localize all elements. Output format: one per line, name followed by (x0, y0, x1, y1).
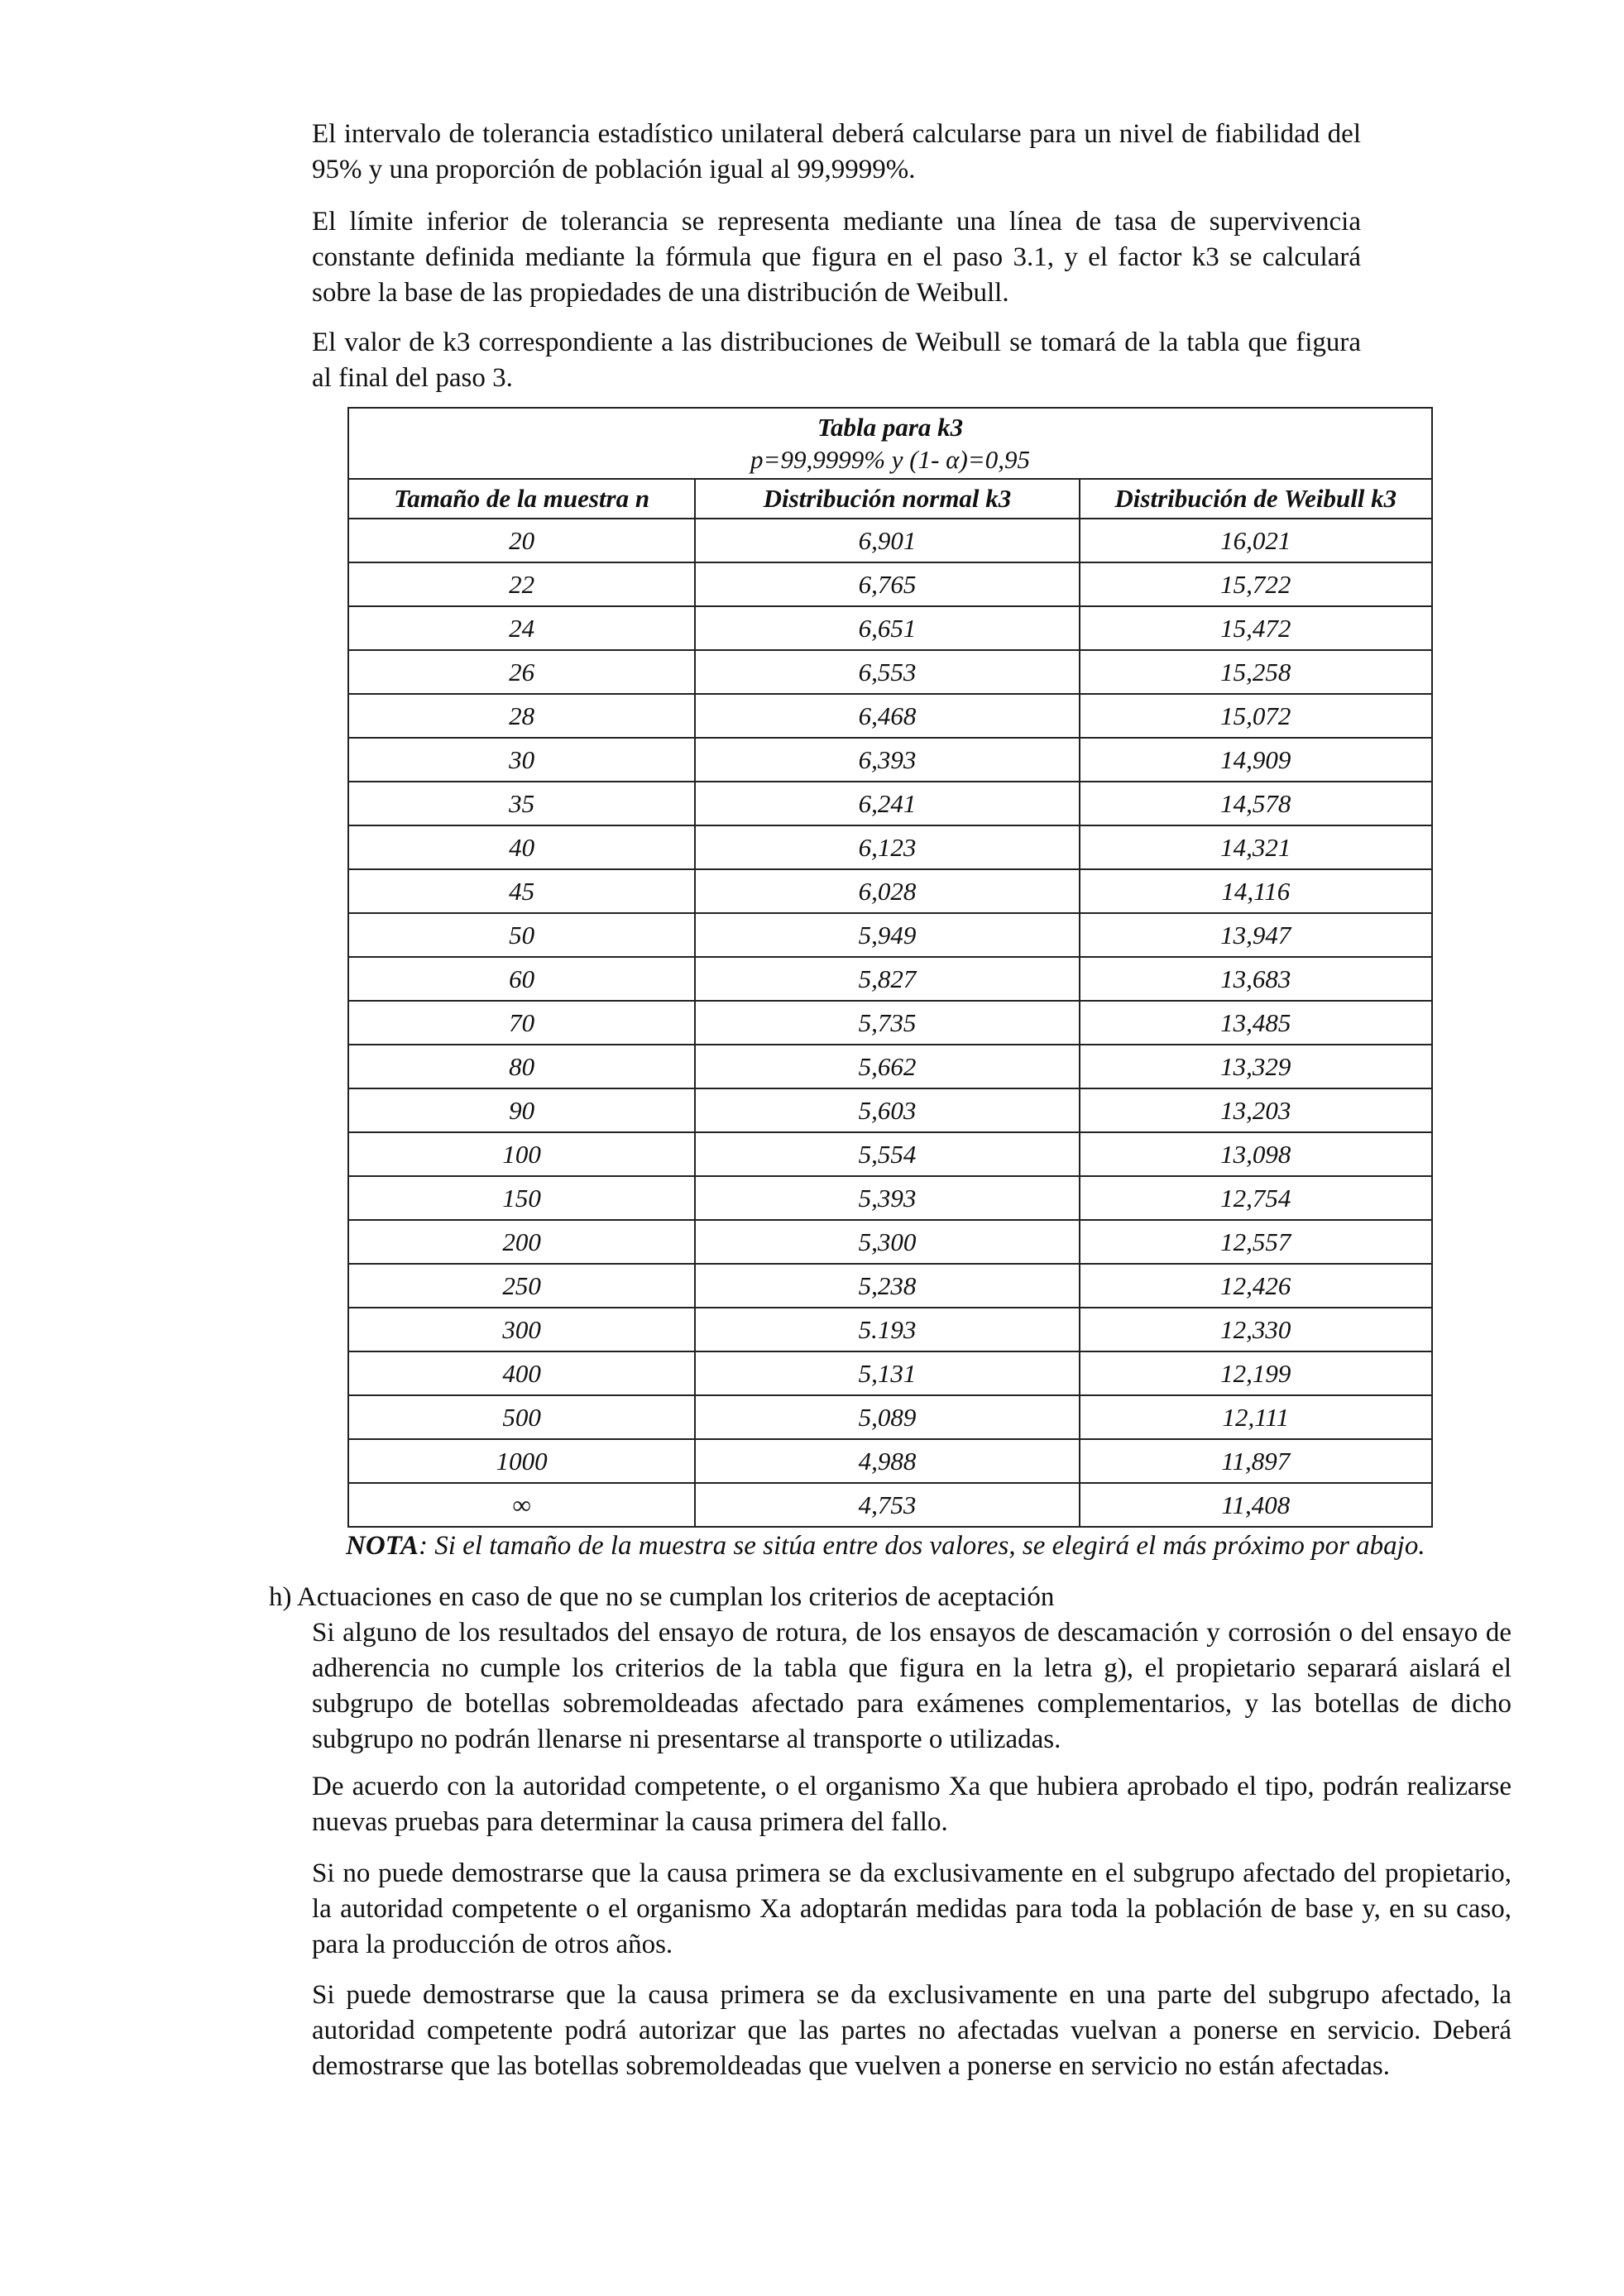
table-row (348, 650, 1432, 694)
cell-normal: 5,949 (695, 913, 1079, 957)
table-subtitle: p=99,9999% y (1- α)=0,95 (750, 445, 1030, 474)
cell-weibull: 11,897 (1080, 1439, 1432, 1483)
table-row (348, 1264, 1432, 1308)
cell-n: 200 (348, 1220, 695, 1264)
cell-normal: 5,300 (695, 1220, 1079, 1264)
cell-n: 60 (348, 957, 695, 1001)
cell-n: ∞ (348, 1483, 695, 1527)
cell-n: 50 (348, 913, 695, 957)
cell-normal: 5,554 (695, 1132, 1079, 1176)
table-row (348, 1308, 1432, 1351)
table-row (348, 1088, 1432, 1132)
cell-n: 250 (348, 1264, 695, 1308)
cell-normal: 6,028 (695, 869, 1079, 913)
table-row (348, 1176, 1432, 1220)
cell-normal: 6,651 (695, 606, 1079, 650)
cell-normal: 6,393 (695, 738, 1079, 782)
table-row (348, 606, 1432, 650)
paragraph-h-new-tests: De acuerdo con la autoridad competente, o el organismo Xa que hubiera aprobado el tipo, podrán realizarse nuevas pruebas para determinar la causa primera del fallo. (312, 1772, 1511, 1837)
cell-weibull: 12,754 (1080, 1176, 1432, 1220)
paragraph-h-population: Si no puede demostrarse que la causa primera se da exclusivamente en el subgrupo afectado del propietario, la autoridad competente o el organismo Xa adoptarán medidas para toda la población de base y, en su caso, para la producción de otros años. (312, 1858, 1511, 1959)
cell-weibull: 12,557 (1080, 1220, 1432, 1264)
cell-n: 22 (348, 562, 695, 606)
table-row (348, 1001, 1432, 1045)
cell-normal: 5,089 (695, 1395, 1079, 1439)
cell-normal: 5,827 (695, 957, 1079, 1001)
cell-n: 20 (348, 519, 695, 562)
cell-n: 80 (348, 1045, 695, 1088)
cell-n: 90 (348, 1088, 695, 1132)
cell-normal: 6,241 (695, 782, 1079, 825)
k3-table (347, 407, 1433, 1528)
cell-normal: 5,238 (695, 1264, 1079, 1308)
cell-weibull: 14,321 (1080, 825, 1432, 869)
table-row (348, 1483, 1432, 1527)
table-row (348, 1395, 1432, 1439)
cell-n: 40 (348, 825, 695, 869)
cell-normal: 4,988 (695, 1439, 1079, 1483)
cell-n: 24 (348, 606, 695, 650)
cell-n: 300 (348, 1308, 695, 1351)
cell-weibull: 15,258 (1080, 650, 1432, 694)
table-row (348, 1439, 1432, 1483)
table-row (348, 825, 1432, 869)
table-row (348, 782, 1432, 825)
cell-weibull: 15,072 (1080, 694, 1432, 738)
cell-n: 35 (348, 782, 695, 825)
note-label: NOTA (346, 1531, 419, 1561)
cell-weibull: 12,426 (1080, 1264, 1432, 1308)
cell-weibull: 13,683 (1080, 957, 1432, 1001)
section-h-heading: h) Actuaciones en caso de que no se cumplan los criterios de aceptación (269, 1582, 1055, 1612)
cell-normal: 5.193 (695, 1308, 1079, 1351)
cell-weibull: 15,472 (1080, 606, 1432, 650)
cell-weibull: 14,909 (1080, 738, 1432, 782)
cell-n: 30 (348, 738, 695, 782)
cell-n: 1000 (348, 1439, 695, 1483)
table-row (348, 519, 1432, 562)
header-weibull-k3: Distribución de Weibull k3 (1080, 479, 1432, 519)
cell-weibull: 13,485 (1080, 1001, 1432, 1045)
paragraph-tolerance-interval: El intervalo de tolerancia estadístico unilateral deberá calcularse para un nivel de fiabilidad del 95% y una proporción de población igual al 99,9999%. (312, 119, 1361, 184)
cell-normal: 5,735 (695, 1001, 1079, 1045)
table-note (346, 1528, 1425, 1564)
cell-n: 28 (348, 694, 695, 738)
cell-normal: 5,662 (695, 1045, 1079, 1088)
cell-n: 100 (348, 1132, 695, 1176)
cell-weibull: 14,578 (1080, 782, 1432, 825)
cell-normal: 5,393 (695, 1176, 1079, 1220)
table-row (348, 957, 1432, 1001)
cell-weibull: 12,330 (1080, 1308, 1432, 1351)
cell-weibull: 13,947 (1080, 913, 1432, 957)
cell-normal: 5,131 (695, 1351, 1079, 1395)
note-text: : Si el tamaño de la muestra se sitúa entre dos valores, se elegirá el más próximo por abajo. (419, 1531, 1425, 1561)
table-row (348, 1220, 1432, 1264)
table-row (348, 1132, 1432, 1176)
table-row (348, 738, 1432, 782)
paragraph-h-partial: Si puede demostrarse que la causa primera se da exclusivamente en una parte del subgrupo afectado, la autoridad competente podrá autorizar que las partes no afectadas vuelvan a ponerse en servicio. Deberá demostrarse que las botellas sobremoldeadas que vuelven a ponerse en servicio no están afectadas. (312, 1980, 1511, 2081)
cell-weibull: 15,722 (1080, 562, 1432, 606)
cell-n: 26 (348, 650, 695, 694)
cell-normal: 4,753 (695, 1483, 1079, 1527)
cell-weibull: 14,116 (1080, 869, 1432, 913)
cell-n: 45 (348, 869, 695, 913)
cell-weibull: 13,203 (1080, 1088, 1432, 1132)
cell-normal: 5,603 (695, 1088, 1079, 1132)
table-row (348, 694, 1432, 738)
cell-n: 70 (348, 1001, 695, 1045)
table-row (348, 1351, 1432, 1395)
table-row (348, 562, 1432, 606)
cell-n: 500 (348, 1395, 695, 1439)
cell-weibull: 13,329 (1080, 1045, 1432, 1088)
cell-weibull: 11,408 (1080, 1483, 1432, 1527)
table-title: Tabla para k3 (817, 413, 964, 442)
paragraph-lower-limit: El límite inferior de tolerancia se representa mediante una línea de tasa de supervivencia constante definida mediante la fórmula que figura en el paso 3.1, y el factor k3 se calculará sobre la base de las propiedades de una distribución de Weibull. (312, 207, 1361, 308)
cell-normal: 6,468 (695, 694, 1079, 738)
cell-weibull: 12,111 (1080, 1395, 1432, 1439)
paragraph-k3-value: El valor de k3 correspondiente a las distribuciones de Weibull se tomará de la tabla que figura al final del paso 3. (312, 328, 1361, 393)
cell-weibull: 16,021 (1080, 519, 1432, 562)
cell-normal: 6,553 (695, 650, 1079, 694)
cell-normal: 6,765 (695, 562, 1079, 606)
table-row (348, 1045, 1432, 1088)
paragraph-h-results: Si alguno de los resultados del ensayo de rotura, de los ensayos de descamación y corrosión o del ensayo de adherencia no cumple los criterios de la tabla que figura en la letra g), el propietario separará aislará el subgrupo de botellas sobremoldeadas afectado para exámenes complementarios, y las botellas de dicho subgrupo no podrán llenarse ni presentarse al transporte o utilizadas. (312, 1618, 1511, 1754)
cell-normal: 6,123 (695, 825, 1079, 869)
cell-normal: 6,901 (695, 519, 1079, 562)
cell-n: 400 (348, 1351, 695, 1395)
table-row (348, 869, 1432, 913)
cell-weibull: 12,199 (1080, 1351, 1432, 1395)
table-row (348, 913, 1432, 957)
cell-weibull: 13,098 (1080, 1132, 1432, 1176)
header-normal-k3: Distribución normal k3 (695, 479, 1079, 519)
header-sample-size: Tamaño de la muestra n (348, 479, 695, 519)
table-caption (348, 408, 1432, 479)
cell-n: 150 (348, 1176, 695, 1220)
